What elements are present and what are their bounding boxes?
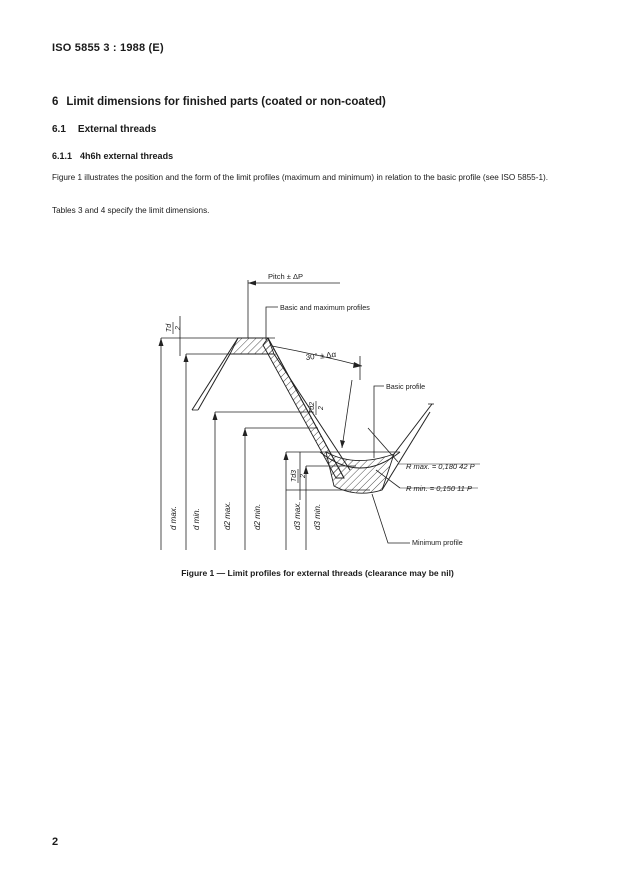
- section-title: Limit dimensions for finished parts (coated or non-coated): [66, 96, 386, 108]
- d2-max-label: d2 max.: [223, 501, 232, 530]
- document-header: ISO 5855 3 : 1988 (E): [52, 42, 164, 54]
- r-min-label: R min. = 0,150 11 P: [406, 484, 472, 493]
- td-denominator: 2: [175, 326, 182, 330]
- right-rising-flank: [382, 404, 434, 490]
- diameter-dimensions: [159, 338, 309, 550]
- pitch-label: Pitch ± ΔP: [268, 272, 303, 281]
- td-numerator: Td: [166, 323, 173, 333]
- subsubsection-title: 4h6h external threads: [80, 151, 174, 161]
- basic-max-leader: [266, 303, 370, 340]
- figure-caption: Figure 1 — Limit profiles for external threads (clearance may be nil): [181, 568, 454, 578]
- td3-numerator: Td3: [291, 469, 298, 483]
- d3-min-label: d3 min.: [313, 503, 322, 530]
- minimum-profile-leader: [372, 494, 463, 547]
- paragraph-tables-ref: Tables 3 and 4 specify the limit dimensions.: [52, 206, 210, 215]
- left-flank: [192, 338, 238, 410]
- d-min-label: d min.: [192, 508, 201, 530]
- td2-numerator: Td2: [309, 401, 316, 415]
- basic-max-profiles-label: Basic and maximum profiles: [280, 303, 370, 312]
- d-max-label: d max.: [169, 505, 178, 530]
- basic-profile-label: Basic profile: [386, 382, 426, 391]
- angle-label: 30° ± Δα: [305, 349, 337, 362]
- r-min-leader: [376, 470, 478, 493]
- subsection-number: 6.1: [52, 124, 66, 135]
- d3-max-label: d3 max.: [293, 501, 302, 530]
- paragraph-figure-intro: Figure 1 illustrates the position and the form of the limit profiles (maximum and minimum) in relation to the basic profile (see ISO 5855-1).: [52, 173, 549, 182]
- td2-denominator: 2: [318, 406, 325, 410]
- subsection-title: External threads: [77, 124, 157, 135]
- section-number: 6: [52, 96, 59, 108]
- subsubsection-number: 6.1.1: [52, 151, 73, 161]
- td3-denominator: 2: [300, 474, 307, 478]
- r-max-label: R max. = 0,180 42 P: [406, 462, 475, 471]
- page-number: 2: [52, 836, 59, 848]
- minimum-profile-label: Minimum profile: [412, 538, 463, 547]
- d2-min-label: d2 min.: [253, 503, 262, 530]
